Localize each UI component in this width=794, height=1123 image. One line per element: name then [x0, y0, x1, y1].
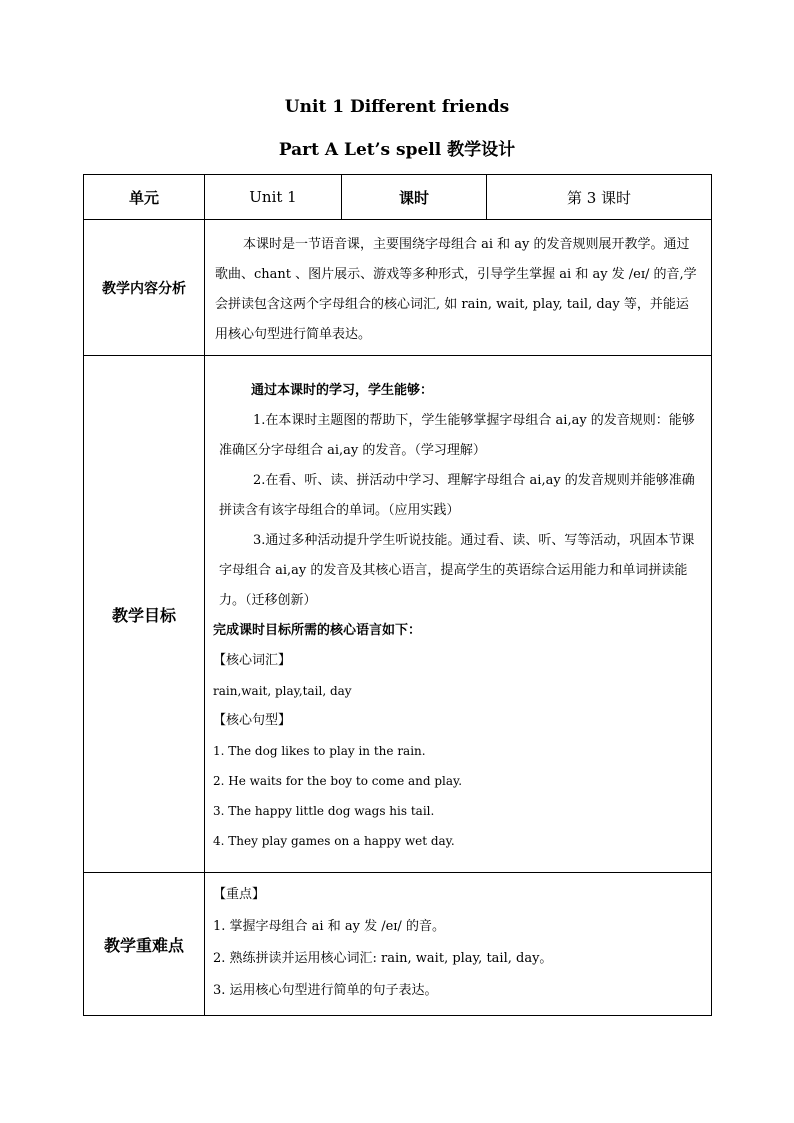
sentence-item: 1. The dog likes to play in the rain. — [213, 744, 426, 758]
content-analysis-label: 教学内容分析 — [84, 220, 205, 356]
period-value: 第 3 课时 — [487, 175, 712, 220]
core-language-intro: 完成课时目标所需的核心语言如下： — [213, 623, 422, 638]
objective-item: 2.在看、听、读、拼活动中学习、理解字母组合 ai,ay 的发音规则并能够准确拼读含有该字母组合的单词。（应用实践） — [219, 473, 695, 518]
objective-item: 1.在本课时主题图的帮助下，学生能够掌握字母组合 ai,ay 的发音规则：能够准确区分字母组合 ai,ay 的发音。（学习理解） — [219, 413, 695, 458]
content-analysis-row — [84, 220, 712, 356]
key-point-item: 1. 掌握字母组合 ai 和 ay 发 /eɪ/ 的音。 — [213, 919, 445, 934]
sentence-label: 【核心句型】 — [213, 713, 292, 728]
objectives-row — [84, 356, 712, 873]
objectives-label: 教学目标 — [84, 356, 205, 873]
unit-label: 单元 — [84, 175, 205, 220]
header-row — [84, 175, 712, 220]
sentence-item: 3. The happy little dog wags his tail. — [213, 804, 435, 818]
vocab-label: 【核心词汇】 — [213, 653, 292, 668]
document-subtitle: Part A Let’s spell 教学设计 — [278, 140, 516, 160]
sentence-item: 2. He waits for the boy to come and play. — [213, 774, 463, 788]
key-points-cell — [205, 873, 712, 1016]
document-title: Unit 1 Different friends — [284, 97, 510, 117]
vocab-list: rain,wait, play,tail, day — [213, 684, 352, 698]
objectives-intro: 通过本课时的学习，学生能够： — [251, 383, 434, 398]
key-points-label: 教学重难点 — [84, 873, 205, 1016]
unit-value: Unit 1 — [205, 175, 342, 220]
key-point-item: 3. 运用核心句型进行简单的句子表达。 — [213, 983, 438, 998]
lesson-plan-table — [83, 174, 712, 1016]
key-point-item: 2. 熟练拼读并运用核心词汇: rain, wait, play, tail, day。 — [213, 951, 553, 966]
period-label: 课时 — [342, 175, 487, 220]
objective-item: 3.通过多种活动提升学生听说技能。通过看、读、听、写等活动，巩固本节课字母组合 ai,ay 的发音及其核心语言，提高学生的英语综合运用能力和单词拼读能力。（迁移创新） — [219, 533, 695, 608]
content-analysis-cell — [205, 220, 712, 356]
objectives-cell — [205, 356, 712, 873]
key-points-heading: 【重点】 — [213, 887, 266, 902]
key-points-row — [84, 873, 712, 1016]
content-analysis-text: 本课时是一节语音课，主要围绕字母组合 ai 和 ay 的发音规则展开教学。通过歌曲、chant 、图片展示、游戏等多种形式，引导学生掌握 ai 和 ay 发 /eɪ/ 的音,学会拼读包含这两个字母组合的核心词汇, 如 rain, wait, play, tail, day 等，并能运用核心句型进行简单表达。 — [215, 236, 697, 342]
sentence-item: 4. They play games on a happy wet day. — [213, 834, 455, 848]
